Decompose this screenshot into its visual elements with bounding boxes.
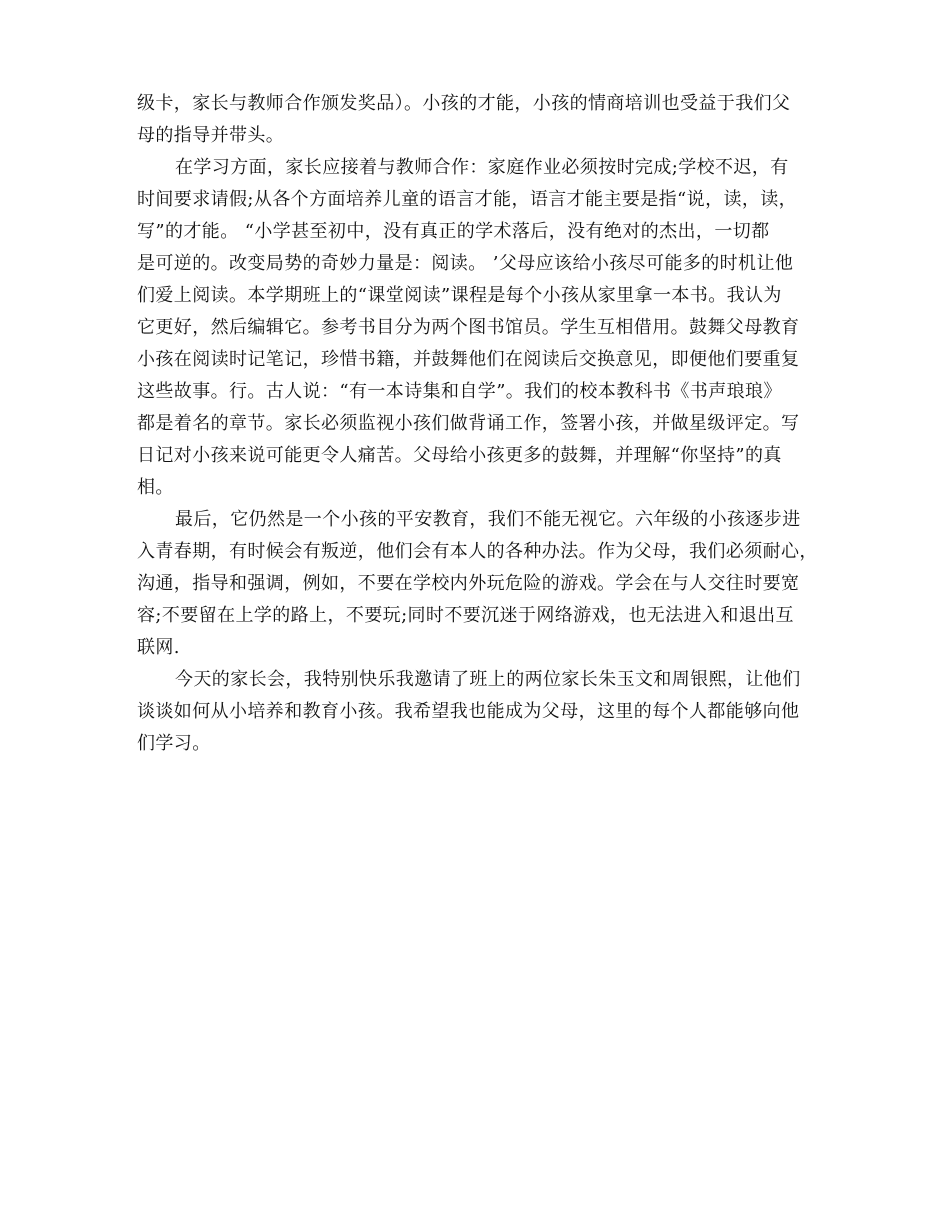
text-line: 小孩在阅读时记笔记，珍惜书籍，并鼓舞他们在阅读后交换意见，即便他们要重复 <box>137 349 800 370</box>
text-line: 谈谈如何从小培养和教育小孩。我希望我也能成为父母，这里的每个人都能够向他 <box>137 701 800 722</box>
text-line: 入青春期，有时候会有叛逆，他们会有本人的各种办法。作为父母，我们必须耐心， <box>137 541 818 562</box>
text-line: 它更好，然后编辑它。参考书目分为两个图书馆员。学生互相借用。鼓舞父母教育 <box>137 317 800 338</box>
text-line: 最后，它仍然是一个小孩的平安教育，我们不能无视它。六年级的小孩逐步进 <box>175 509 801 530</box>
text-line: 沟通，指导和强调，例如，不要在学校内外玩危险的游戏。学会在与人交往时要宽 <box>137 573 800 594</box>
text-line: 母的指导并带头。 <box>137 125 285 146</box>
text-line: 们学习。 <box>137 733 211 754</box>
text-line: 在学习方面，家长应接着与教师合作：家庭作业必须按时完成;学校不迟，有 <box>175 157 789 178</box>
text-line: 是可逆的。改变局势的奇妙力量是：阅读。 ’父母应该给小孩尽可能多的时机让他 <box>137 253 794 274</box>
paragraph-1 <box>137 88 813 152</box>
document-body <box>137 88 818 760</box>
text-line: 容;不要留在上学的路上，不要玩;同时不要沉迷于网络游戏，也无法进入和退出互 <box>137 605 794 626</box>
text-line: 相。 <box>137 477 174 498</box>
text-line: 们爱上阅读。本学期班上的“课堂阅读”课程是每个小孩从家里拿一本书。我认为 <box>137 285 782 306</box>
text-line: 今天的家长会，我特别快乐我邀请了班上的两位家长朱玉文和周银熙，让他们 <box>175 669 801 690</box>
text-line: 级卡，家长与教师合作颁发奖品）。小孩的才能，小孩的情商培训也受益于我们父 <box>137 93 791 114</box>
text-line: 写”的才能。 “小学甚至初中，没有真正的学术落后，没有绝对的杰出，一切都 <box>137 221 770 242</box>
paragraph-4 <box>137 664 813 760</box>
text-line: 这些故事。行。古人说：“有一本诗集和自学”。我们的校本教科书《书声琅琅》 <box>137 381 782 402</box>
paragraph-2 <box>137 152 813 504</box>
text-line: 都是着名的章节。家长必须监视小孩们做背诵工作，签署小孩，并做星级评定。写 <box>137 413 800 434</box>
text-line: 日记对小孩来说可能更令人痛苦。父母给小孩更多的鼓舞，并理解“你坚持”的真 <box>137 445 782 466</box>
paragraph-3 <box>137 504 818 664</box>
text-line: 时间要求请假;从各个方面培养儿童的语言才能，语言才能主要是指“说，读，读， <box>137 189 798 210</box>
text-line: 联网. <box>137 637 180 658</box>
